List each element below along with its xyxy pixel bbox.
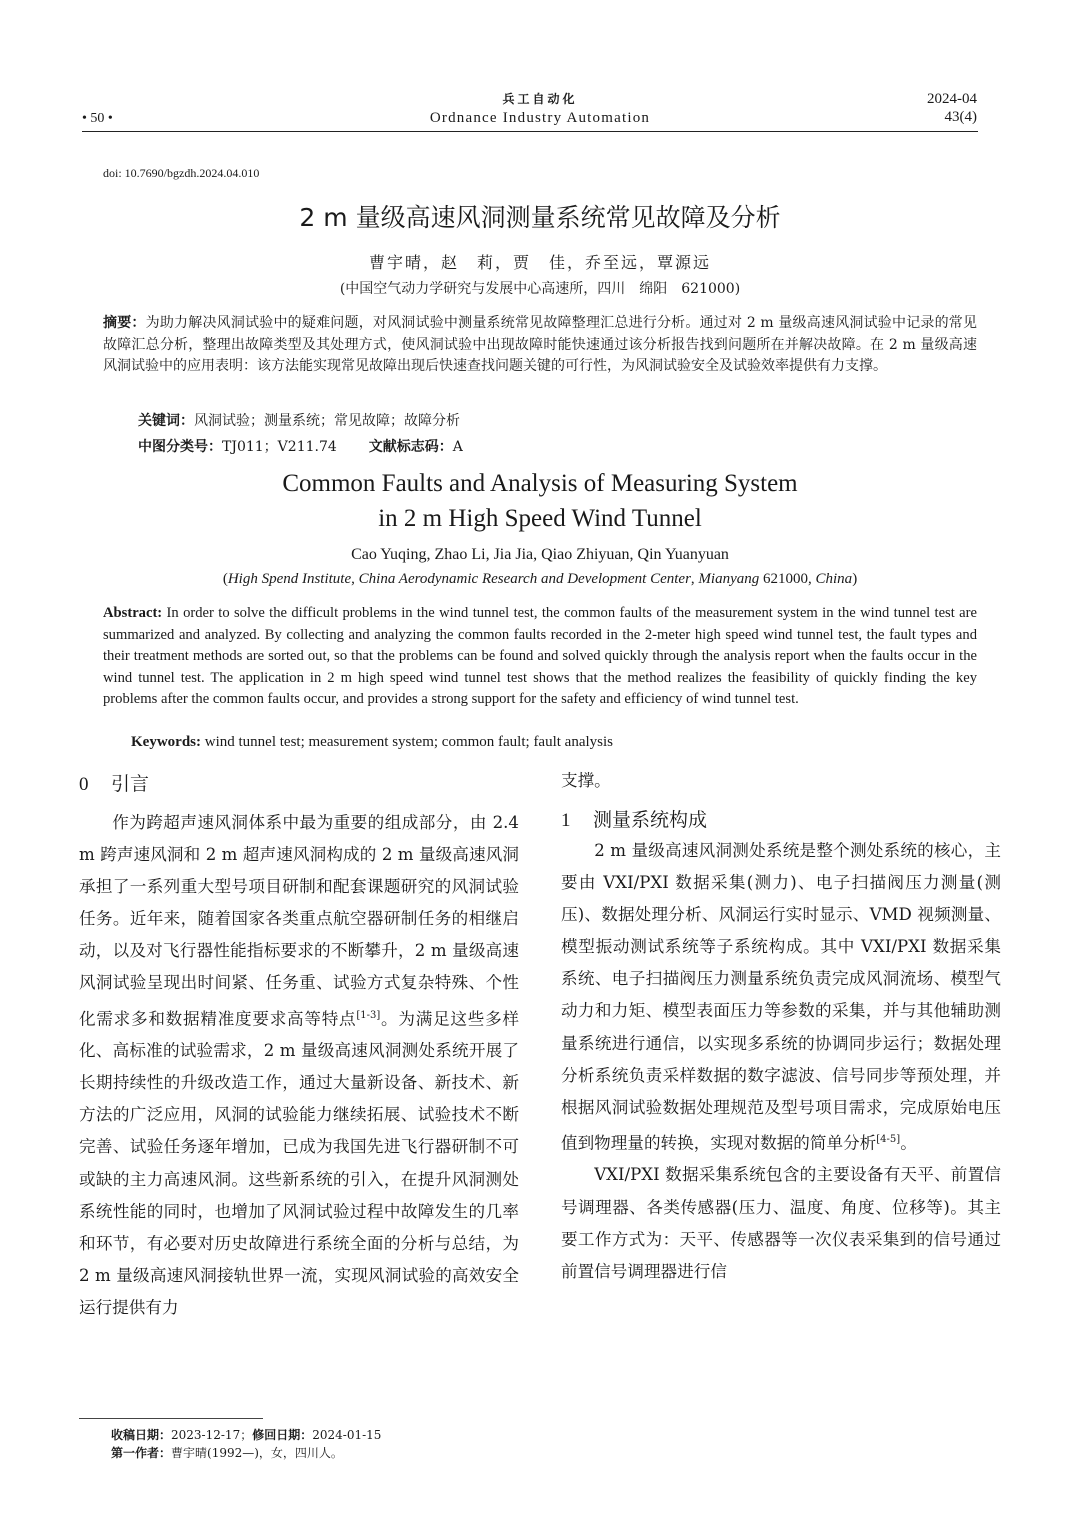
abstract-cn-text: 为助力解决风洞试验中的疑难问题，对风洞试验中测量系统常见故障整理汇总进行分析。通过对 2 m 量级高速风洞试验中记录的常见故障汇总分析，整理出故障类型及其处理方式，使风洞试验中出现故障时能快速通过该分析报告找到问题所在并解决故障。在 2 m 量级高速风洞试验中的应用表明：该方法能实现常见故障出现后快速查找问题关键的可行性，为风洞试验安全及试验效率提供有力支撑。: [103, 315, 978, 374]
first-author: 曹宇晴(1992—)，女，四川人。: [171, 1446, 343, 1460]
affil-sep: ,: [351, 571, 359, 587]
right-column: [561, 835, 1001, 1288]
journal-name-en: Ordnance Industry Automation: [429, 110, 651, 126]
keywords-en: [131, 734, 613, 751]
affil-institute: High Spend Institute: [227, 571, 352, 587]
abstract-en-label: Abstract:: [103, 605, 163, 621]
section-0-heading: [79, 769, 149, 796]
footnote-sep: ；: [240, 1428, 253, 1442]
footnote-dates: [111, 1426, 381, 1443]
abstract-cn: [103, 313, 977, 378]
continued-text: 支撑。: [561, 771, 611, 790]
citation: [1-3]: [356, 1009, 381, 1021]
affil-country: China: [815, 571, 853, 587]
revised-date: 2024-01-15: [312, 1428, 382, 1442]
affil-sep: ,: [690, 571, 699, 587]
doi: doi: 10.7690/bgzdh.2024.04.010: [103, 166, 260, 180]
affil-open: (: [222, 571, 228, 587]
paper-title-en-line2: in 2 m High Speed Wind Tunnel: [378, 505, 702, 532]
para-text: 。: [900, 1133, 917, 1153]
section-1-paragraph: VXI/PXI 数据采集系统包含的主要设备有天平、前置信号调理器、各类传感器(压力、温度、角度、位移等)。其主要工作方式为：天平、传感器等一次仪表采集到的信号通过前置信号调理器进行信: [561, 1165, 1001, 1281]
paper-title-cn: 2 m 量级高速风洞测量系统常见故障及分析: [299, 203, 781, 232]
abstract-en-text: In order to solve the difficult problems in the wind tunnel test, the common faults of the measurement system in the wind tunnel test are summarized and analyzed. By collecting and analyzing the common faults recorded in the 2-meter high speed wind tunnel test, the fault types and their treatment methods are sorted out, so that the problems can be found and solved quickly through the analysis report when the faults occur in the wind tunnel test. The application in 2 m high speed wind tunnel test shows that the method realizes the feasibility of quickly finding the key problems after the common faults occur, and provides a strong support for the safety and efficiency of wind tunnel test.: [103, 605, 977, 708]
footnote-divider: [79, 1418, 263, 1419]
keywords-cn-text: 风洞试验；测量系统；常见故障；故障分析: [194, 413, 460, 429]
volume-issue: 43(4): [944, 109, 977, 125]
keywords-cn-label: 关键词：: [138, 413, 194, 429]
section-0-title: 引言: [111, 773, 150, 795]
revised-label: 修回日期：: [252, 1428, 313, 1442]
page-number: • 50 •: [82, 111, 113, 126]
doc-code-label: 文献标志码：: [368, 439, 453, 455]
paper-title-en: [0, 466, 1080, 536]
keywords-en-label: Keywords:: [131, 734, 201, 750]
classification-label: 中图分类号：: [138, 439, 222, 455]
section-0-paragraph: [79, 807, 519, 1324]
para-text: 作为跨超声速风洞体系中最为重要的组成部分，由 2.4 m 跨声速风洞和 2 m 超声速风洞构成的 2 m 量级高速风洞承担了一系列重大型号项目研制和配套课题研究的风洞试验任务。近年来，随着国家各类重点航空器研制任务的相继启动，以及对飞行器性能指标要求的不断攀升，2 m 量级高速风洞试验呈现出时间紧、任务重、试验方式复杂特殊、个性化需求多和数据精准度要求高等特点: [79, 813, 519, 1029]
classification-cn: [138, 436, 463, 456]
authors-en: Cao Yuqing, Zhao Li, Jia Jia, Qiao Zhiyuan, Qin Yuanyuan: [351, 546, 729, 563]
section-0-number: 0: [79, 774, 89, 795]
paper-title-en-line1: Common Faults and Analysis of Measuring System: [282, 470, 798, 497]
abstract-en: [103, 603, 977, 711]
footnote-author: [111, 1444, 343, 1461]
left-column: [79, 807, 519, 1324]
doc-code-value: A: [452, 439, 463, 455]
affil-city: Mianyang: [698, 571, 760, 587]
section-1-title: 测量系统构成: [593, 809, 708, 831]
affil-close: ): [852, 571, 858, 587]
section-1-paragraph: [561, 835, 1001, 1159]
citation: [4-5]: [876, 1133, 901, 1145]
classification-value: TJ011；V211.74: [222, 439, 337, 455]
section-1-heading: [561, 805, 707, 832]
abstract-cn-label: 摘要：: [103, 315, 146, 331]
para-text: 2 m 量级高速风洞测处系统是整个测处系统的核心，主要由 VXI/PXI 数据采集(测力)、电子扫描阀压力测量(测压)、数据处理分析、风洞运行实时显示、VMD 视频测量、模型振动测试系统等子系统构成。其中 VXI/PXI 数据采集系统、电子扫描阀压力测量系统负责完成风洞流场、模型气动力和力矩、模型表面压力等参数的采集，并与其他辅助测量系统进行通信，以实现多系统的协调同步运行；数据处理分析系统负责采样数据的数字滤波、信号同步等预处理，并根据风洞试验数据处理规范及型号项目需求，完成原始电压值到物理量的转换，实现对数据的简单分析: [561, 841, 1001, 1153]
header-divider: [82, 131, 978, 132]
received-date: 2023-12-17: [171, 1428, 241, 1442]
keywords-cn: [138, 410, 460, 430]
first-author-label: 第一作者：: [111, 1446, 172, 1460]
affil-center: China Aerodynamic Research and Development Center: [358, 571, 691, 587]
para-text: 。为满足这些多样化、高标准的试验需求，2 m 量级高速风洞测处系统开展了长期持续性的升级改造工作，通过大量新设备、新技术、新方法的广泛应用，风洞的试验能力继续拓展、试验技术不断完善、试验任务逐年增加，已成为我国先进飞行器研制不可或缺的主力高速风洞。这些新系统的引入，在提升风洞测处系统性能的同时，也增加了风洞试验过程中故障发生的几率和环节，有必要对历史故障进行系统全面的分析与总结，为 2 m 量级高速风洞接轨世界一流，实现风洞试验的高效安全运行提供有力: [79, 1009, 520, 1317]
affiliation-en: [0, 571, 1080, 588]
affiliation-cn: (中国空气动力学研究与发展中心高速所，四川 绵阳 621000): [339, 281, 741, 297]
section-1-number: 1: [561, 810, 571, 831]
affil-zip: 621000,: [759, 571, 816, 587]
journal-name-cn: 兵工自动化: [502, 92, 578, 106]
received-label: 收稿日期：: [111, 1428, 172, 1442]
keywords-en-text: wind tunnel test; measurement system; common fault; fault analysis: [201, 734, 614, 750]
authors-cn: 曹宇晴，赵 莉，贾 佳，乔至远，覃源远: [368, 253, 711, 272]
issue-date: 2024-04: [927, 91, 977, 107]
